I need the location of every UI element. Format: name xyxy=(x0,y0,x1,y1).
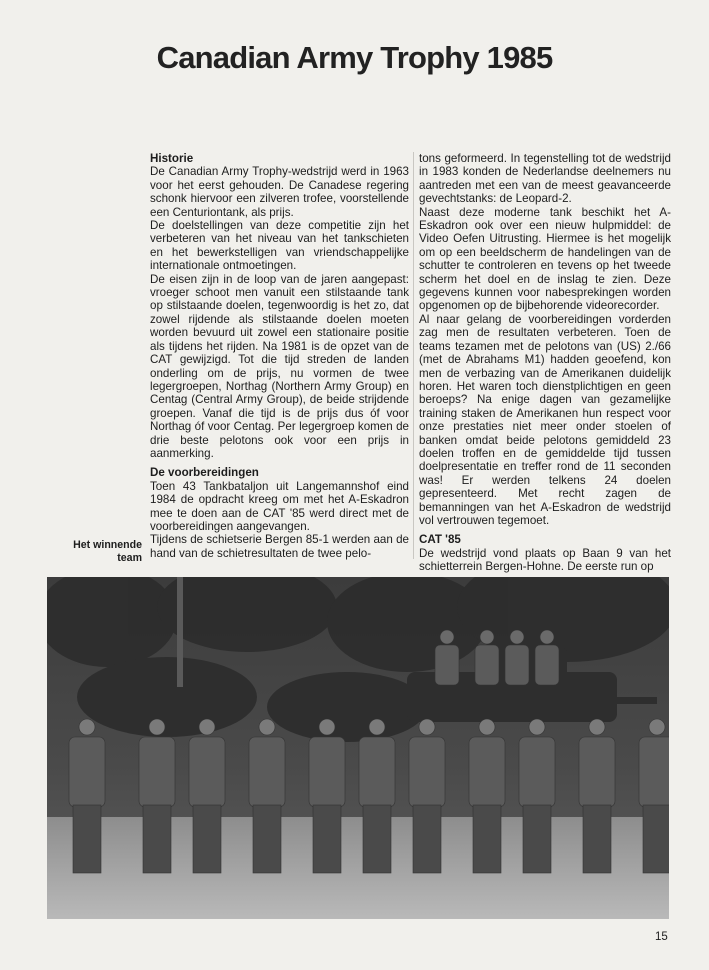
page-number: 15 xyxy=(655,931,668,943)
soldier-on-tank xyxy=(435,645,459,685)
paragraph: Toen 43 Tankbataljon uit Langemannshof eind 1984 de opdracht kreeg om met het A-Eskadron mee te doen aan de CAT '85 werd direct met de voorbereidingen aangevangen. xyxy=(150,479,409,533)
soldier-figure xyxy=(249,719,285,873)
soldier-figure xyxy=(469,719,505,873)
soldier-on-tank xyxy=(440,630,454,644)
soldier-on-tank xyxy=(480,630,494,644)
soldier-figure xyxy=(409,719,445,873)
left-text-column xyxy=(150,152,409,560)
soldier-figure xyxy=(309,719,345,873)
right-text-column xyxy=(419,152,671,574)
soldier-figure xyxy=(359,719,395,873)
soldier-figure xyxy=(519,719,555,873)
photo-caption-line: team xyxy=(117,552,142,565)
paragraph: De Canadian Army Trophy-wedstrijd werd in 1963 voor het eerst gehouden. De Canadese regering schonk hiervoor een zilveren trofee, voorstellende een Centuriontank, als prijs. xyxy=(150,165,409,219)
paragraph: Al naar gelang de voorbereidingen vorderden zag men de resultaten verbeteren. Toen de teams tezamen met de pelotons van (US) 2./66 (met de Abrahams M1) hadden geoefend, kon men de verbazing van de Amerikanen duidelijk horen. Het waren toch dienstplichtigen en geen beroeps? Na enige dagen van gezamelijke training staken de Amerikanen hun respect voor onze prestaties niet meer onder stoelen of banken omdat beide pelotons gemiddeld 23 doelen troffen en de gemiddelde tijd tussen doelpresentatie en treffer rond de 11 seconden was! Er werden telkens 24 doelen gepresenteerd. Met recht zagen de bemanningen van het A-Eskadron de wedstrijd vol vertrouwen tegemoet. xyxy=(419,312,671,527)
soldier-on-tank xyxy=(475,645,499,685)
paragraph: De wedstrijd vond plaats op Baan 9 van het schietterrein Bergen-Hohne. De eerste run op xyxy=(419,546,671,574)
page-title: Canadian Army Trophy 1985 xyxy=(156,40,553,75)
soldier-figure xyxy=(69,719,105,873)
photo-caption-line: Het winnende xyxy=(73,539,142,551)
section-heading: Historie xyxy=(150,152,194,165)
paragraph: tons geformeerd. In tegenstelling tot de wedstrijd in 1983 konden de Nederlandse deelnemers nu aantreden met een van de meest geavanceerde gevechtstanks: de Leopard-2. xyxy=(419,152,671,206)
soldier-figure xyxy=(579,719,615,873)
section-heading: De voorbereidingen xyxy=(150,466,259,480)
soldier-on-tank xyxy=(505,645,529,685)
column-divider xyxy=(413,152,414,559)
soldier-on-tank xyxy=(535,645,559,685)
paragraph: Tijdens de schietserie Bergen 85-1 werden aan de hand van de schietresultaten de twee pelo- xyxy=(150,533,409,560)
soldier-figure xyxy=(639,719,669,873)
paragraph: Naast deze moderne tank beschikt het A-Eskadron ook over een nieuw hulpmiddel: de Video Oefen Uitrusting. Hiermee is het mogelijk om op een beeldscherm de handelingen van de schutter te controleren en tevens op het tweede scherm het doel en de inslag te zien. Deze gegevens kunnen voor nabesprekingen worden opgenomen op de bijbehorende videorecorder. xyxy=(419,205,671,313)
soldier-on-tank xyxy=(510,630,524,644)
team-photo xyxy=(47,577,669,919)
paragraph: De doelstellingen van deze competitie zijn het verbeteren van het niveau van het tankschieten en het bewerkstelligen van vriendschappelijke internationale ontmoetingen. xyxy=(150,219,409,273)
soldier-figure xyxy=(189,719,225,873)
paragraph: De eisen zijn in de loop van de jaren aangepast: vroeger schoot men vanuit een stilstaande tank op stilstaande doelen, tegenwoordig is het zo, dat zowel rijdende als stilstaande doelen moeten worden bevuurd uit zowel een stationaire positie als tijdens het rijden. Na 1981 is de opzet van de CAT gewijzigd. Tot die tijd streden de landen onderling om de prijs, nu vormen de twee legergroepen, Northag (Northern Army Group) en Centag (Central Army Group), de beide strijdende groepen. Vanaf die tijd is de prijs dus óf voor Northag óf voor Centag. Per legergroep komen de drie beste pelotons ook voor een prijs in aanmerking. xyxy=(150,272,409,460)
soldier-on-tank xyxy=(540,630,554,644)
photo-caption xyxy=(40,539,142,566)
soldier-figure xyxy=(139,719,175,873)
section-heading: CAT '85 xyxy=(419,533,461,547)
